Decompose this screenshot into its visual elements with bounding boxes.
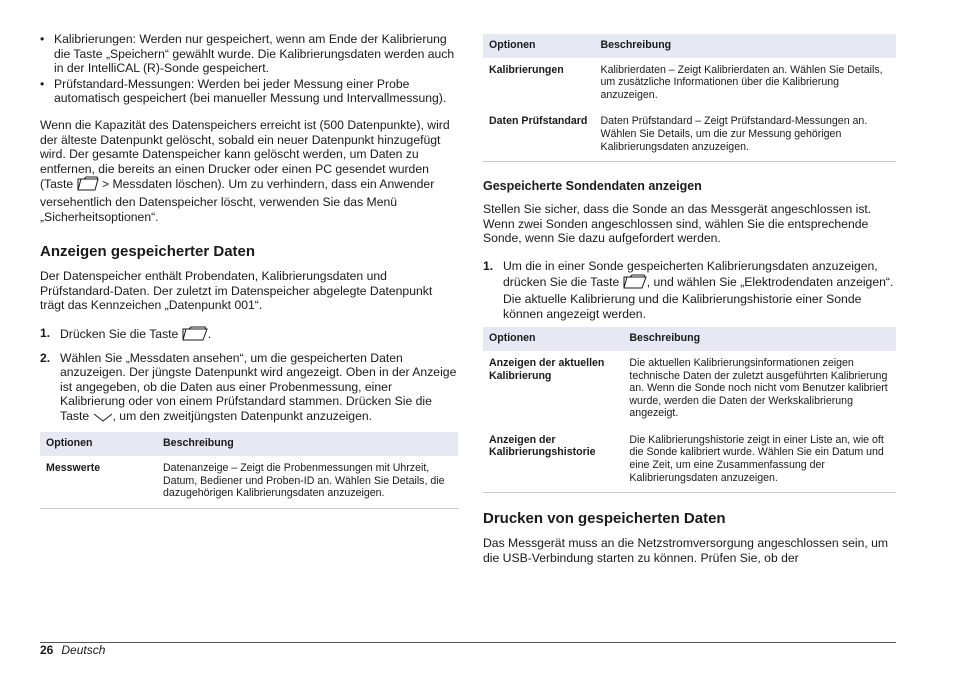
table-row xyxy=(483,351,896,428)
probe-data-steps xyxy=(483,259,896,321)
folder-key-icon xyxy=(182,326,208,345)
footer-rule xyxy=(40,642,896,643)
heading-view-probe-data: Gespeicherte Sondendaten anzeigen xyxy=(483,179,702,194)
column-header-description: Beschreibung xyxy=(157,432,458,456)
storage-bullet-list xyxy=(40,32,458,106)
data-type-options-table xyxy=(483,34,896,162)
probe-connect-paragraph: Stellen Sie sicher, dass die Sonde an das Messgerät angeschlossen ist. Wenn zwei Sonden angeschlossen sind, wählen Sie die entsprechende Sonde, wenn Sie dazu aufgefordert werden. xyxy=(483,202,872,246)
step-number: 2. xyxy=(40,350,51,365)
page-footer xyxy=(40,643,105,657)
right-column xyxy=(483,34,896,565)
step-number: 1. xyxy=(40,325,51,340)
step-1 xyxy=(40,326,458,345)
table-row xyxy=(483,428,896,493)
folder-key-icon xyxy=(623,274,647,293)
measurement-options-table xyxy=(40,432,458,508)
bullet-check-standard: • Prüfstandard-Messungen: Werden bei jeder Messung einer Probe automatisch gespeichert (bei manueller Messung und Intervallmessung). xyxy=(40,77,458,106)
column-header-description: Beschreibung xyxy=(623,327,896,351)
step-1-text-a: Drücken Sie die Taste xyxy=(60,326,179,341)
table-row xyxy=(40,456,458,508)
step-2-text-a: Wählen Sie „Messdaten ansehen“, um die gespeicherten Daten anzuzeigen. Der jüngste Datenpunkt wird angezeigt. Oben in der Anzeige ist angegeben, ob die Daten aus einer Probenmessung, einer Kalibrierung oder von einem Prüfstandard stammen. Drücken Sie die Taste xyxy=(60,350,457,423)
down-arrow-key-icon xyxy=(93,412,113,427)
step-1 xyxy=(483,259,896,321)
folder-key-icon xyxy=(77,176,99,195)
step-number: 1. xyxy=(483,258,494,273)
option-description: Die aktuellen Kalibrierungsinformationen zeigen technische Daten der zuletzt ausgeführten Kalibrierung an. Wenn die Sonde noch nicht vom Benutzer kalibriert wurde, werden die Daten der Werkskalibrierung angezeigt. xyxy=(629,356,888,420)
bullet-calibrations: • Kalibrierungen: Werden nur gespeichert, wenn am Ende der Kalibrierung die Taste „Speichern“ gewählt wurde. Die Kalibrierungsdaten werden auch in der IntelliCAL (R)-Sonde gespeichert. xyxy=(40,32,458,76)
option-name: Kalibrierungen xyxy=(489,63,564,76)
option-description: Datenanzeige – Zeigt die Probenmessungen mit Uhrzeit, Datum, Bediener und Proben-ID an. Wählen Sie Details, die dazugehörigen Kalibrierungsdaten anzuzeigen. xyxy=(157,456,458,508)
column-header-description: Beschreibung xyxy=(595,34,897,58)
option-description: Kalibrierdaten – Zeigt Kalibrierdaten an. Wählen Sie Details, um zusätzliche Informationen über die Kalibrierung anzuzeigen. xyxy=(600,63,883,101)
capacity-paragraph xyxy=(40,118,458,224)
option-name: Anzeigen der Kalibrierungshistorie xyxy=(483,428,623,493)
step-2-text-b: , um den zweitjüngsten Datenpunkt anzuzeigen. xyxy=(112,408,373,423)
column-header-options: Optionen xyxy=(483,34,595,58)
step-1-text-b: , und wählen Sie „Elektrodendaten anzeigen“. Die aktuelle Kalibrierung und die Kalibrierungshistorie einer Sonde können angezeigt werden. xyxy=(503,274,894,321)
column-header-options: Optionen xyxy=(483,327,623,351)
view-data-steps xyxy=(40,326,458,427)
step-1-text-a: Um die in einer Sonde gespeicherten Kalibrierungsdaten anzuzeigen, drücken Sie die Taste xyxy=(503,258,878,289)
step-1-text-b: . xyxy=(207,326,212,341)
table-row xyxy=(483,58,896,110)
option-description: Die Kalibrierungshistorie zeigt in einer Liste an, wie oft die Sonde kalibriert wurde. Wählen Sie ein Datum und eine Zeit, um eine Zusammenfassung der Kalibrierungsdaten anzuzeigen. xyxy=(623,428,896,493)
option-name: Messwerte xyxy=(40,456,157,508)
footer-language: Deutsch xyxy=(61,643,106,657)
heading-print-stored-data: Drucken von gespeicherten Daten xyxy=(483,510,726,528)
option-name: Anzeigen der aktuellen Kalibrierung xyxy=(489,356,605,382)
capacity-text-a: Wenn die Kapazität des Datenspeichers erreicht ist (500 Datenpunkte), wird der älteste Datenpunkt gelöscht, sobald ein neuer Datenpunkt hinzugefügt wird. Der gesamte Datenspeicher kann gelöscht werden, um Daten zu entfernen, die bereits an einen Drucker oder einen PC gesendet wurden (Taste xyxy=(40,117,450,192)
print-paragraph: Das Messgerät muss an die Netzstromversorgung angeschlossen sein, um die USB-Verbindung starten zu können. Prüfen Sie, ob der xyxy=(483,536,889,565)
probe-options-table xyxy=(483,327,896,493)
heading-view-stored-data: Anzeigen gespeicherter Daten xyxy=(40,243,256,261)
table-row xyxy=(483,109,896,161)
left-column xyxy=(40,32,458,509)
step-2 xyxy=(40,351,458,427)
datastore-paragraph: Der Datenspeicher enthält Probendaten, Kalibrierungsdaten und Prüfstandard-Daten. Der zuletzt im Datenspeicher abgelegte Datenpunkt trägt das Kennzeichen „Datenpunkt 001“. xyxy=(40,269,433,313)
capacity-text-b: > Messdaten löschen). Um zu verhindern, dass ein Anwender versehentlich den Datenspeicher löscht, verwenden Sie das Menü „Sicherheitsoptionen“. xyxy=(40,177,435,224)
option-name: Daten Prüfstandard xyxy=(483,109,595,161)
page-number: 26 xyxy=(40,643,54,657)
option-description: Daten Prüfstandard – Zeigt Prüfstandard-Messungen an. Wählen Sie Details, um die zur Messung gehörigen Kalibrierungsdaten anzuzeigen. xyxy=(595,109,897,161)
column-header-options: Optionen xyxy=(40,432,157,456)
